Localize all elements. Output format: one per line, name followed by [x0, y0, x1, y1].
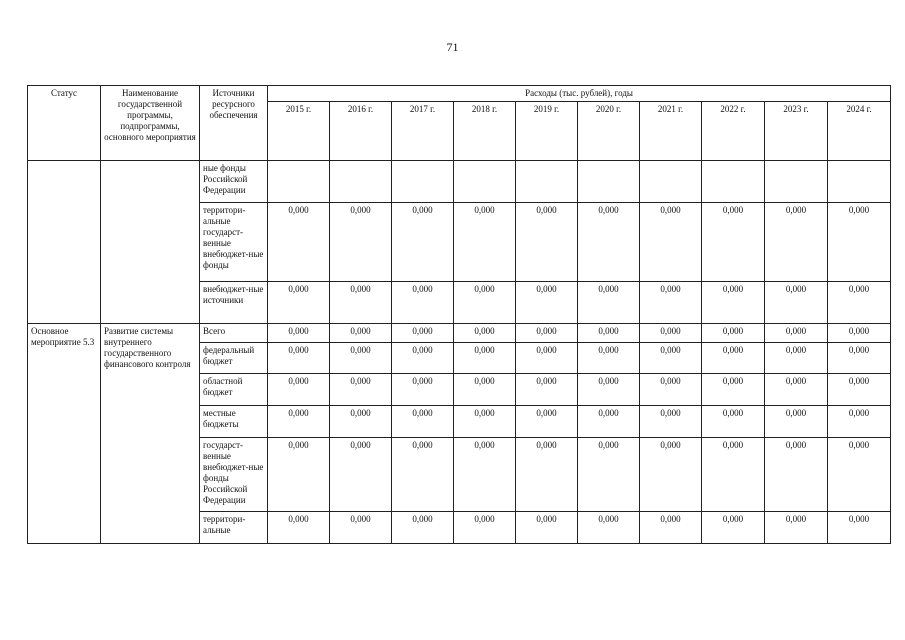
- source-cell: местные бюджеты: [200, 406, 268, 438]
- source-cell: ные фонды Российской Федерации: [200, 161, 268, 203]
- value-cell: 0,000: [578, 438, 640, 512]
- value-cell: 0,000: [578, 282, 640, 324]
- value-cell: [268, 161, 330, 203]
- value-cell: 0,000: [392, 512, 454, 544]
- value-cell: 0,000: [454, 438, 516, 512]
- table-row: [28, 324, 891, 343]
- value-cell: 0,000: [578, 203, 640, 282]
- header-year: 2021 г.: [640, 102, 702, 161]
- value-cell: 0,000: [392, 374, 454, 406]
- value-cell: 0,000: [578, 374, 640, 406]
- value-cell: 0,000: [392, 438, 454, 512]
- header-year: 2023 г.: [765, 102, 828, 161]
- value-cell: 0,000: [516, 406, 578, 438]
- value-cell: 0,000: [828, 512, 891, 544]
- status-cell: Основное мероприятие 5.3: [28, 324, 101, 544]
- source-cell: государст-венные внебюджет-ные фонды Российской Федерации: [200, 438, 268, 512]
- value-cell: 0,000: [392, 324, 454, 343]
- value-cell: [765, 161, 828, 203]
- value-cell: 0,000: [330, 324, 392, 343]
- value-cell: 0,000: [578, 512, 640, 544]
- value-cell: 0,000: [640, 203, 702, 282]
- value-cell: 0,000: [330, 343, 392, 374]
- source-cell: федеральный бюджет: [200, 343, 268, 374]
- value-cell: 0,000: [828, 324, 891, 343]
- header-sources: Источники ресурсного обеспечения: [200, 86, 268, 161]
- source-cell: Всего: [200, 324, 268, 343]
- value-cell: 0,000: [516, 282, 578, 324]
- header-year: 2018 г.: [454, 102, 516, 161]
- header-year: 2024 г.: [828, 102, 891, 161]
- value-cell: 0,000: [702, 282, 765, 324]
- source-cell: внебюджет-ные источники: [200, 282, 268, 324]
- value-cell: 0,000: [765, 374, 828, 406]
- value-cell: [330, 161, 392, 203]
- value-cell: [516, 161, 578, 203]
- value-cell: 0,000: [702, 406, 765, 438]
- header-year: 2015 г.: [268, 102, 330, 161]
- value-cell: 0,000: [454, 512, 516, 544]
- source-cell: территори-альные государст-венные внебюджет-ные фонды: [200, 203, 268, 282]
- header-name: Наименование государственной программы, подпрограммы, основного мероприятия: [101, 86, 200, 161]
- value-cell: 0,000: [702, 512, 765, 544]
- header-year: 2020 г.: [578, 102, 640, 161]
- value-cell: 0,000: [392, 282, 454, 324]
- value-cell: 0,000: [330, 406, 392, 438]
- table-row: [28, 161, 891, 203]
- value-cell: 0,000: [330, 282, 392, 324]
- value-cell: 0,000: [268, 406, 330, 438]
- status-cell-empty: [28, 161, 101, 324]
- value-cell: 0,000: [454, 324, 516, 343]
- value-cell: 0,000: [702, 438, 765, 512]
- value-cell: 0,000: [454, 343, 516, 374]
- value-cell: 0,000: [702, 374, 765, 406]
- header-status: Статус: [28, 86, 101, 161]
- value-cell: 0,000: [640, 282, 702, 324]
- value-cell: 0,000: [454, 374, 516, 406]
- value-cell: 0,000: [828, 203, 891, 282]
- value-cell: 0,000: [516, 374, 578, 406]
- value-cell: 0,000: [640, 406, 702, 438]
- value-cell: 0,000: [578, 406, 640, 438]
- value-cell: 0,000: [392, 406, 454, 438]
- value-cell: 0,000: [268, 438, 330, 512]
- value-cell: 0,000: [640, 512, 702, 544]
- value-cell: [578, 161, 640, 203]
- header-year: 2017 г.: [392, 102, 454, 161]
- value-cell: 0,000: [765, 438, 828, 512]
- value-cell: 0,000: [268, 282, 330, 324]
- value-cell: 0,000: [765, 406, 828, 438]
- value-cell: 0,000: [330, 374, 392, 406]
- value-cell: 0,000: [268, 324, 330, 343]
- value-cell: 0,000: [516, 343, 578, 374]
- value-cell: 0,000: [268, 343, 330, 374]
- value-cell: 0,000: [702, 343, 765, 374]
- value-cell: [392, 161, 454, 203]
- value-cell: 0,000: [516, 512, 578, 544]
- budget-table: [27, 85, 891, 544]
- value-cell: 0,000: [268, 203, 330, 282]
- value-cell: 0,000: [330, 438, 392, 512]
- value-cell: 0,000: [268, 374, 330, 406]
- value-cell: 0,000: [392, 343, 454, 374]
- value-cell: 0,000: [268, 512, 330, 544]
- value-cell: 0,000: [765, 343, 828, 374]
- value-cell: 0,000: [454, 282, 516, 324]
- value-cell: 0,000: [828, 406, 891, 438]
- value-cell: 0,000: [516, 324, 578, 343]
- value-cell: 0,000: [578, 343, 640, 374]
- value-cell: 0,000: [330, 512, 392, 544]
- value-cell: 0,000: [578, 324, 640, 343]
- value-cell: 0,000: [640, 374, 702, 406]
- value-cell: 0,000: [330, 203, 392, 282]
- value-cell: 0,000: [828, 282, 891, 324]
- value-cell: 0,000: [640, 343, 702, 374]
- value-cell: 0,000: [454, 203, 516, 282]
- header-row-top: [28, 86, 891, 102]
- header-year: 2016 г.: [330, 102, 392, 161]
- value-cell: 0,000: [392, 203, 454, 282]
- name-cell-empty: [101, 161, 200, 324]
- value-cell: [640, 161, 702, 203]
- value-cell: 0,000: [516, 203, 578, 282]
- value-cell: 0,000: [765, 282, 828, 324]
- value-cell: 0,000: [640, 438, 702, 512]
- name-cell: Развитие системы внутреннего государственного финансового контроля: [101, 324, 200, 544]
- value-cell: 0,000: [765, 203, 828, 282]
- header-year: 2022 г.: [702, 102, 765, 161]
- value-cell: 0,000: [516, 438, 578, 512]
- value-cell: [454, 161, 516, 203]
- header-expenses: Расходы (тыс. рублей), годы: [268, 86, 891, 102]
- source-cell: областной бюджет: [200, 374, 268, 406]
- value-cell: 0,000: [765, 324, 828, 343]
- source-cell: территори-альные: [200, 512, 268, 544]
- value-cell: 0,000: [454, 406, 516, 438]
- value-cell: 0,000: [702, 324, 765, 343]
- page-number: 71: [446, 40, 459, 54]
- value-cell: [828, 161, 891, 203]
- value-cell: 0,000: [828, 438, 891, 512]
- value-cell: 0,000: [765, 512, 828, 544]
- header-year: 2019 г.: [516, 102, 578, 161]
- value-cell: 0,000: [702, 203, 765, 282]
- value-cell: 0,000: [640, 324, 702, 343]
- value-cell: 0,000: [828, 374, 891, 406]
- value-cell: [702, 161, 765, 203]
- value-cell: 0,000: [828, 343, 891, 374]
